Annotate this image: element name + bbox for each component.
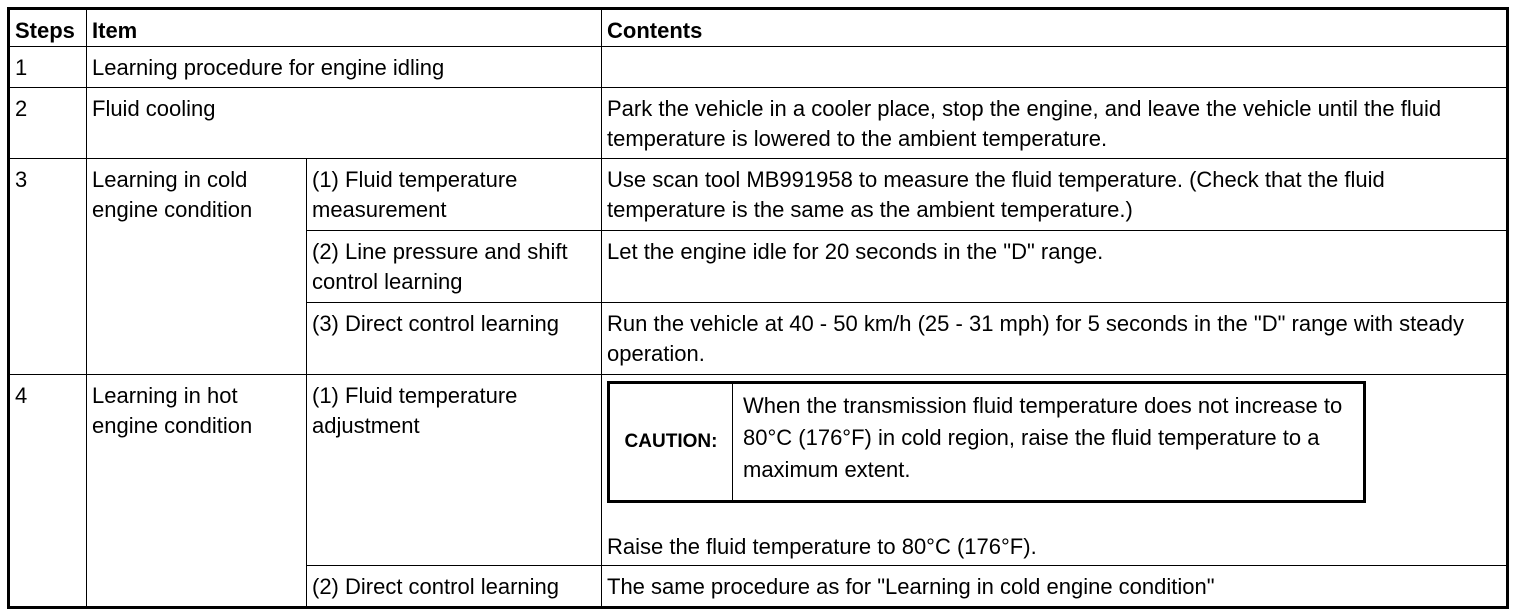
contents-cell: Use scan tool MB991958 to measure the fluid temperature. (Check that the fluid temperature is the same as the ambient temperature.)	[602, 159, 1508, 231]
contents-cell	[602, 47, 1508, 88]
header-row	[9, 9, 1508, 47]
item-name: Learning in hot engine condition	[87, 375, 307, 608]
table-row	[9, 159, 1508, 231]
caution-text: When the transmission fluid temperature does not increase to 80°C (176°F) in cold region, raise the fluid temperature to a maximum extent.	[743, 393, 1343, 482]
sub-item: (3) Direct control learning	[307, 303, 602, 375]
header-contents: Contents	[602, 9, 1508, 47]
caution-box	[607, 381, 1366, 503]
item-name: Learning procedure for engine idling	[87, 47, 602, 88]
header-item: Item	[87, 9, 602, 47]
procedure-document	[7, 7, 1509, 609]
step-number: 4	[9, 375, 87, 608]
table-row	[9, 88, 1508, 159]
contents-cell: Run the vehicle at 40 - 50 km/h (25 - 31 mph) for 5 seconds in the "D" range with steady operation.	[602, 303, 1508, 375]
contents-text: Raise the fluid temperature to 80°C (176°F).	[607, 534, 1037, 559]
sub-item: (2) Line pressure and shift control learning	[307, 231, 602, 303]
sub-item: (1) Fluid temperature adjustment	[307, 375, 602, 566]
header-steps: Steps	[9, 9, 87, 47]
step-number: 1	[9, 47, 87, 88]
table-row	[9, 375, 1508, 566]
item-name: Fluid cooling	[87, 88, 602, 159]
caution-label: CAUTION:	[610, 384, 733, 500]
sub-item: (1) Fluid temperature measurement	[307, 159, 602, 231]
step-number: 3	[9, 159, 87, 375]
procedure-table	[7, 7, 1509, 609]
table-row	[9, 47, 1508, 88]
contents-cell	[602, 375, 1508, 566]
contents-cell: Let the engine idle for 20 seconds in the "D" range.	[602, 231, 1508, 303]
contents-cell: Park the vehicle in a cooler place, stop the engine, and leave the vehicle until the fluid temperature is lowered to the ambient temperature.	[602, 88, 1508, 159]
contents-cell: The same procedure as for "Learning in cold engine condition"	[602, 566, 1508, 608]
item-name: Learning in cold engine condition	[87, 159, 307, 375]
step-number: 2	[9, 88, 87, 159]
sub-item: (2) Direct control learning	[307, 566, 602, 608]
